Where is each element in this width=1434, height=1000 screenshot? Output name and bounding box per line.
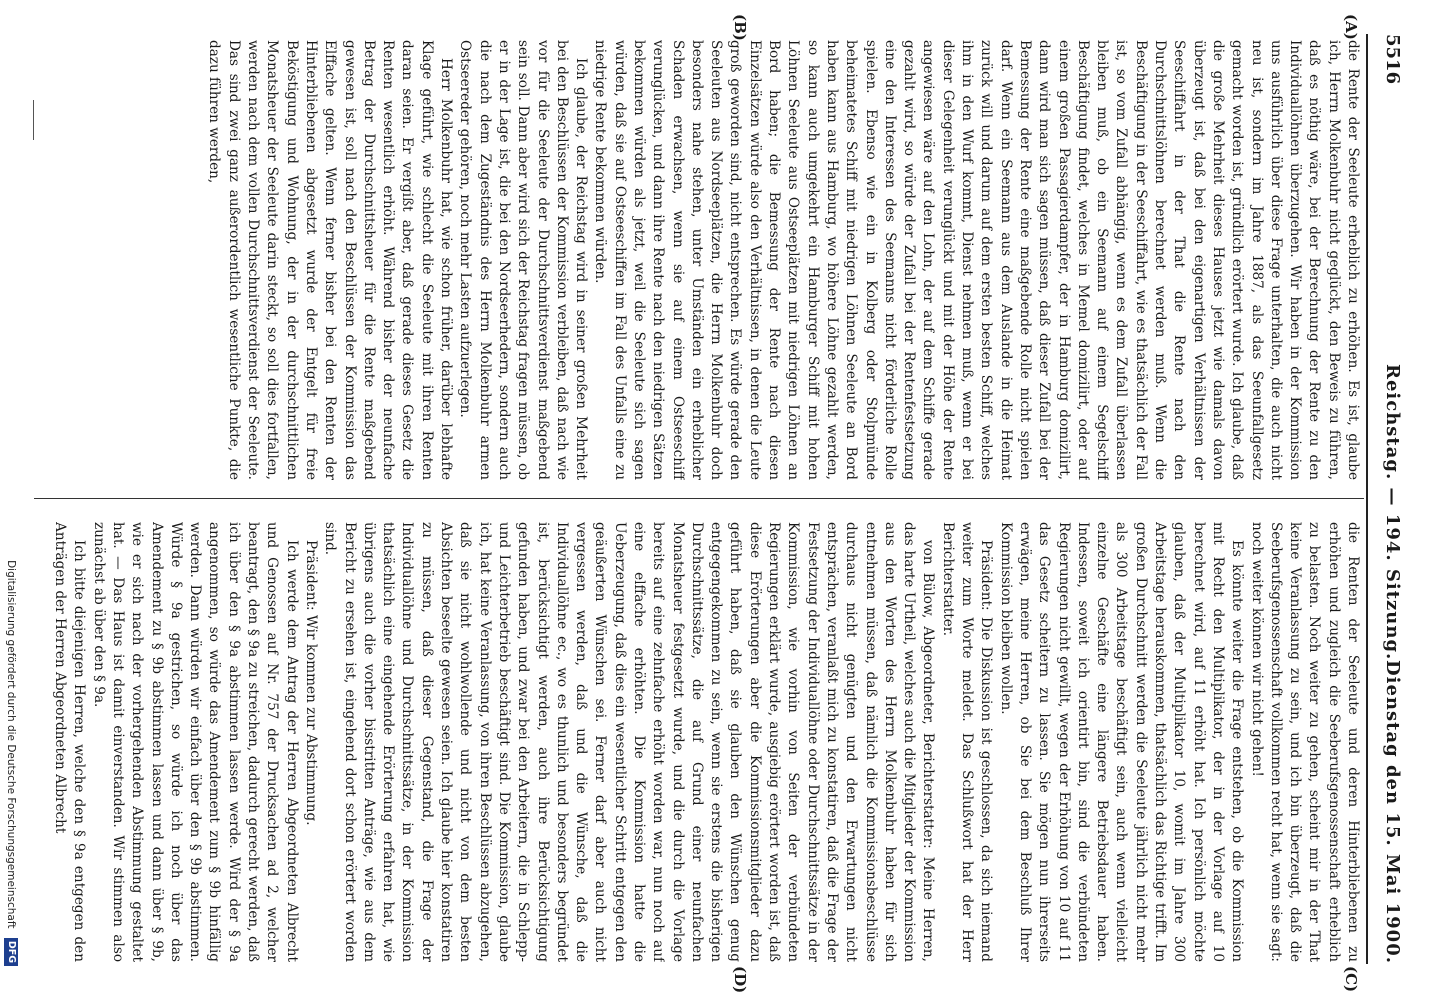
session-date: Dienstag den 15. Mai 1900.	[1382, 660, 1403, 964]
right-paragraph: Ich werde dem Antrag der Herren Abgeordneten Albrecht und Genossen auf Nr. 757 der Drucksachen ad 2, welcher beantragt, den § 9a zu streichen, dadurch gerecht werden, daß ich über den § 9a abstimmen lassen werde. Wird der § 9a angenommen, so würde das Amendement zum § 9b hinfällig werden. Dann würden wir einfach über den § 9b abstimmen. Würde § 9a gestrichen, so würde ich noch über das Amendement zu § 9b abstimmen lassen und dann über § 9b, wie er sich nach der vorhergehenden Abstimmung gestaltet hat. — Das Haus ist damit einverstanden. Wir stimmen also zunächst ab über den § 9a.	[90, 522, 300, 962]
right-paragraph: Ich bitte diejenigen Herren, welche den § 9a entgegen den Anträgen der Herren Abgeordneten Albrecht	[52, 522, 88, 962]
left-paragraph: Ich glaube, der Reichstag wird in seiner großen Mehrheit bei den Beschlüssen der Kommission verbleiben, daß nach wie vor für die Seeleute der Durchschnittsverdienst maßgebend sein soll. Dann aber wird sich der Reichstag fragen müssen, ob er in der Lage ist, die bei den Nordseerhedern, sondern auch die nach dem Zugeständnis des Herrn Molkenbuhr armen Ostseereder gehören, noch mehr Lasten aufzuerlegen.	[457, 40, 590, 480]
right-text-column	[42, 522, 1362, 962]
margin-marker-c: (C)	[1342, 966, 1360, 993]
header-rule	[1366, 34, 1368, 964]
digitization-note-text: Digitalisierung gefördert durch die Deutsche Forschungsgemeinschaft	[5, 560, 17, 929]
president-statement: Präsident: Wir kommen zur Abstimmung.	[302, 540, 319, 826]
president-statement: Präsident: Die Diskussion ist geschlossen, da sich niemand weiter zum Worte meldet. Das Schlußwort hat der Herr Berichterstatter.	[939, 522, 995, 962]
dfg-logo: DFG	[4, 938, 18, 966]
left-text-column	[42, 40, 1362, 480]
left-paragraph: Herr Molkenbuhr hat, wie schon früher, darüber lebhafte Klage geführt, wie schlecht die Seeleute mit ihren Renten daran seien. Er vergißt aber, daß gerade dieses Gesetz die Renten wesentlich erhöht. Während bisher der neunfache Betrag der Durchschnittsheuer für die Rente maßgebend gewesen ist, soll nach den Beschlüssen der Kommission das Elffache gelten. Wenn ferner bisher bei den Renten der Hinterbliebenen abgesetzt wurde der Entgelt für freie Beköstigung und Wohnung, der in der durchschnittlichen Monatsheuer der Seeleute darin steckt, so soll dies fortfallen, werden nach dem vollen Durchschnittsverdienst der Seeleute. Das sind zwei ganz außerordentlich wesentliche Punkte, die dazu führen werden,	[206, 40, 455, 480]
left-paragraph: die Rente der Seeleute erheblich zu erhöhen. Es ist, glaube ich, Herrn Molkenbuhr nicht geglückt, den Beweis zu führen, daß es nöthig wäre, bei der Berechnung der Rente zu den Individuallöhnen überzugehen. Wir haben in der Kommission uns ausführlich über diese Frage unterhalten, die auch nicht neu ist, sondern im Jahre 1887, als das Seeunfallgesetz gemacht worden ist, gründlich erörtert wurde. Ich glaube, daß die große Mehrheit dieses Hauses jetzt wie damals davon überzeugt ist, daß bei den eigenartigen Verhältnissen der Seeschiffahrt in der That die Rente nach den Durchschnittslöhnen berechnet werden muß. Wenn die Beschäftigung in der Seeschiffahrt, wie es thatsächlich der Fall ist, so vom Zufall abhängig, wenn es dem Zufall überlassen bleiben muß, ob ein Seemann auf einem Segelschiff Beschäftigung findet, welches in Memel domizilirt, oder auf einem großen Passagierdampfer, der in Hamburg domizilirt, dann wird man sich sagen müssen, daß dieser Zufall bei der Bemessung der Rente eine maßgebende Rolle nicht spielen darf. Wenn ein Seemann aus dem Auslande in die Heimat zurück will und darum auf dem ersten besten Schiff, welches ihm in den Wurf kommt, Dienst nehmen muß, wenn er bei dieser Gelegenheit verunglückt und mit der Höhe der Rente angewiesen wäre auf den Lohn, der auf dem Schiffe gerade gezahlt wird, so würde der Zufall bei der Rentenfestsetzung eine den Interessen des Seemanns nicht förderliche Rolle spielen. Ebenso wie ein in Kolberg oder Stolpmünde beheimatetes Schiff mit niedrigen Löhnen Seeleute an Bord haben kann aus Hamburg, wo höhere Löhne gezahlt werden, so kann auch umgekehrt ein Hamburger Schiff mit hohen Löhnen Seeleute aus Ostseeplätzen mit niedrigen Löhnen an Bord haben; die Bemessung der Rente nach diesen Einzelsätzen würde also den Verhältnissen, in denen die Leute groß geworden sind, nicht entsprechen. Es würde gerade den Seeleuten aus Nordseeplätzen, die Herrn Molkenbuhr doch besonders nahe stehen, unter Umständen ein erheblicher Schaden erwachsen, wenn sie auf einem Ostseeschiff verunglücken, und dann ihre Rente nach den niedrigen Sätzen bekommen würden als jetzt, weil die Seeleute sich sagen würden, daß sie auf Ostseeschiffen im Fall des Unfalls eine zu niedrige Rente bekommen würden.	[592, 40, 1361, 480]
page-header	[1372, 34, 1412, 964]
margin-marker-b: (B)	[731, 14, 749, 41]
right-paragraph: die Renten der Seeleute und deren Hinterbliebenen zu erhöhen und zugleich die Seeberufsgenossenschaft erheblich zu belasten. Noch weiter zu gehen, scheint mir in der That keine Veranlassung zu sein, und ich bin überzeugt, daß die Seeberufsgenossenschaft vollkommen recht hat, wenn sie sagt: noch weiter können wir nicht gehen!	[1248, 522, 1361, 962]
margin-marker-a: (A)	[1342, 14, 1360, 40]
rapporteur-statement: von Bülow, Abgeordneter, Berichterstatter: Meine Herren, das harte Urtheil, welches auch die Mitglieder der Kommission aus den Worten des Herrn Molkenbuhr haben für sich entnehmen müssen, daß nämlich die Kommissionsbeschlüsse durchaus nicht genügten und den Erwartungen nicht entsprächen, veranlaßt mich zu konstatiren, daß die Frage der Festsetzung der Individuallöhne oder Durchschnittssätze in der Kommission, wie vorhin von Seiten der verbündeten Regierungen erklärt wurde, ausgiebig erörtert worden ist, daß diese Erörterungen aber die Kommissionsmitglieder dazu geführt haben, daß sie glauben den Wünschen genug entgegengekommen zu sein, wenn sie erstens die bisherigen Durchschnittssätze, die auf Grund einer neunfachen Monatsheuer festgesetzt wurde, und die durch die Vorlage bereits auf eine zehnfache erhöht worden war, nun noch auf eine elffache erhöhten. Die Kommission hatte die Ueberzeugung, daß dies ein wesentlicher Schritt entgegen den geäußerten Wünschen sei. Ferner darf aber auch nicht vergessen werden, daß und die Wünsche, daß die Individuallöhne ec., wo es thunlich und besonders begründet ist, berücksichtigt werden, auch ihre Berücksichtigung gefunden haben, und zwar bei den Arbeitern, die in Schlepp- und Leichterbetrieb beschäftigt sind. Die Kommission, glaube ich, hat keine Veranlassung, von ihren Beschlüssen abzugehen, daß sie nicht wohlwollende und nicht von dem besten Absichten beseelte gewesen seien. Ich glaube hier konstatiren zu müssen, daß dieser Gegenstand, die Frage der Individuallöhne und Durchschnittssätze, in der Kommission thatsächlich eine eingehende Erörterung erfahren hat, wie übrigens auch die vorher bisstritten Anträge, wie aus dem Bericht zu ersehen ist, eingehend dort schon erörtert worden sind.	[322, 522, 937, 962]
right-paragraph: Es könnte weiter die Frage entstehen, ob die Kommission mit Recht den Multiplikator, der in der Vorlage auf 10 berechnet wird, auf 11 erhöht hat. Ich persönlich möchte glauben, daß der Multiplikator 10, womit im Jahre 300 Arbeitstage herauskommen, thatsächlich das Richtige trifft. Im großen Durchschnitt werden die Seeleute jährlich nicht mehr als 300 Arbeitstage beschäftigt sein, auch wenn vielleicht einzelne Geschäfte eine längere Betriebsdauer haben. Indessen, soweit ich orientirt bin, sind die verbündeten Regierungen nicht gewillt, wegen der Erhöhung von 10 auf 11 das Gesetz scheitern zu lassen. Sie mögen nun ihrerseits erwägen, meine Herren, ob Sie bei dem Beschluß Ihrer Kommission bleiben wollen.	[997, 522, 1246, 962]
column-divider	[34, 498, 1364, 499]
margin-marker-d: (D)	[731, 966, 749, 994]
digitization-footer	[0, 36, 22, 966]
page-number: 5516	[1382, 34, 1403, 85]
scan-edge-mark	[33, 100, 34, 140]
running-title: Reichstag. — 194. Sitzung.	[1382, 364, 1403, 661]
